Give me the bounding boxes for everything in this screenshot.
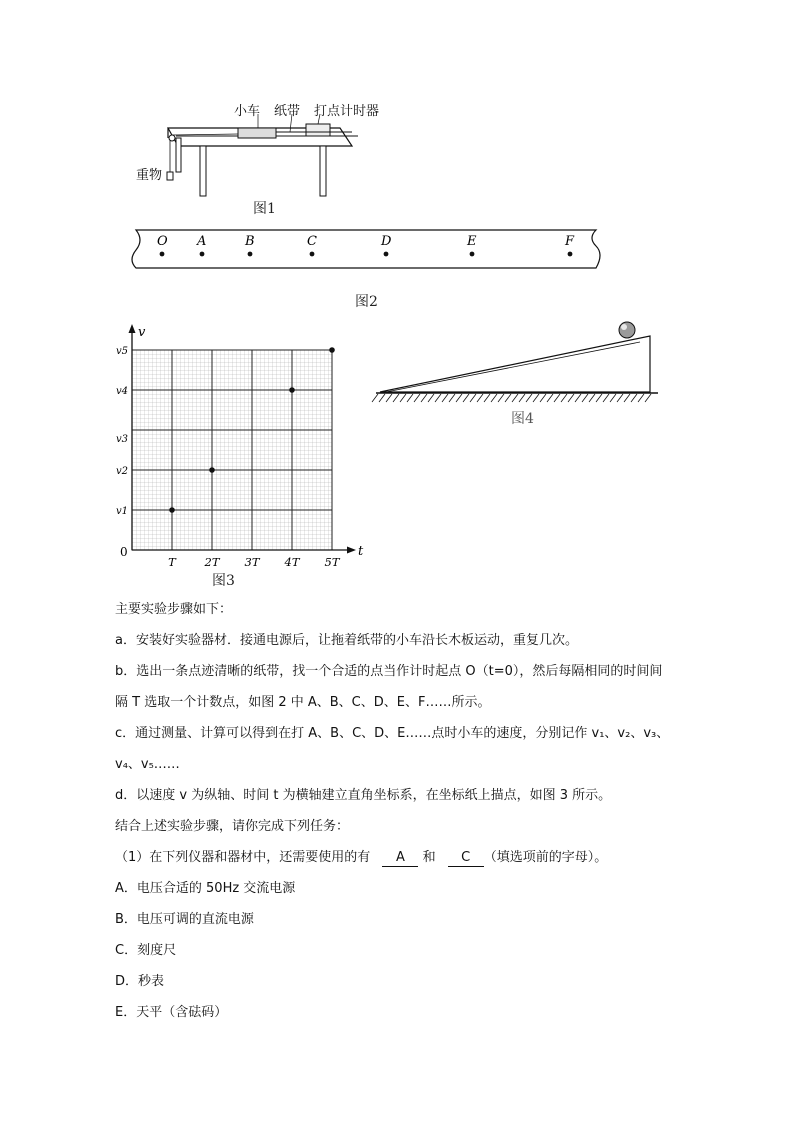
hatch-line xyxy=(589,394,595,402)
x-tick-label: 2T xyxy=(204,555,220,569)
figure-4-incline xyxy=(372,316,662,406)
data-point xyxy=(209,467,215,473)
hatch-line xyxy=(491,394,497,402)
option-d: D．秒表 xyxy=(115,974,165,989)
hatch-line xyxy=(512,394,518,402)
x-tick-label: 3T xyxy=(244,555,260,569)
table-leg xyxy=(320,146,326,196)
intro-line: 主要实验步骤如下： xyxy=(115,602,233,617)
table-leg xyxy=(176,138,181,172)
hatch-line xyxy=(428,394,434,402)
ball xyxy=(619,322,635,338)
hatch-line xyxy=(463,394,469,402)
step-c-line-1: c．通过测量、计算可以得到在打 A、B、C、D、E……点时小车的速度，分别记作 v₁、v₂、v₃、 xyxy=(115,726,670,741)
q1-answer-blank-1: A xyxy=(382,850,418,867)
origin-label: 0 xyxy=(120,545,128,559)
task-intro: 结合上述实验步骤，请你完成下列任务： xyxy=(115,819,350,834)
figure-2-caption: 图2 xyxy=(355,294,378,310)
tape-dot-e xyxy=(470,252,475,257)
hatch-line xyxy=(414,394,420,402)
hatch-line xyxy=(484,394,490,402)
hatch-line xyxy=(568,394,574,402)
tape-label-d: D xyxy=(381,234,392,249)
step-b-line-1: b．选出一条点迹清晰的纸带，找一个合适的点当作计时起点 O（t=0），然后每隔相同的时间间 xyxy=(115,664,663,679)
hatch-line xyxy=(582,394,588,402)
option-c: C．刻度尺 xyxy=(115,943,177,958)
hatch-line xyxy=(617,394,623,402)
y-axis-arrow xyxy=(129,324,136,333)
tape-label-e: E xyxy=(467,234,477,249)
step-b-line-2: 隔 T 选取一个计数点，如图 2 中 A、B、C、D、E、F……所示。 xyxy=(115,695,491,710)
tape-label-b: B xyxy=(245,234,255,249)
chart-grid xyxy=(132,350,332,550)
hatch-line xyxy=(372,394,378,402)
step-d: d．以速度 v 为纵轴、时间 t 为横轴建立直角坐标系，在坐标纸上描点，如图 3 所示。 xyxy=(115,788,612,803)
data-point xyxy=(329,347,335,353)
hatch-line xyxy=(470,394,476,402)
hatch-line xyxy=(421,394,427,402)
figure-3-caption: 图3 xyxy=(212,573,235,589)
hatch-line xyxy=(456,394,462,402)
question-1 xyxy=(115,842,715,873)
hatch-line xyxy=(498,394,504,402)
data-point xyxy=(169,507,175,513)
hatch-line xyxy=(603,394,609,402)
hatch-line xyxy=(533,394,539,402)
x-tick-label: T xyxy=(168,555,176,569)
figure-4-caption: 图4 xyxy=(511,411,534,427)
q1-mid: 和 xyxy=(422,850,436,865)
hatch-line xyxy=(575,394,581,402)
hatch-line xyxy=(540,394,546,402)
option-b: B．电压可调的直流电源 xyxy=(115,912,254,927)
hatch-line xyxy=(645,394,651,402)
hatch-line xyxy=(435,394,441,402)
question-text xyxy=(115,594,715,1028)
q1-prefix: （1）在下列仪器和器材中，还需要使用的有 xyxy=(115,850,371,865)
hatch-line xyxy=(554,394,560,402)
x-axis-label: t xyxy=(358,544,364,559)
tape-label-f: F xyxy=(565,234,575,249)
timer xyxy=(306,124,330,136)
weight xyxy=(167,172,173,180)
hatch-line xyxy=(386,394,392,402)
hatch-line xyxy=(561,394,567,402)
tape-label-a: A xyxy=(197,234,207,249)
tape-dot-f xyxy=(568,252,573,257)
tape-dot-o xyxy=(160,252,165,257)
label-tape: 纸带 xyxy=(274,104,301,119)
tape-dot-a xyxy=(200,252,205,257)
hatch-line xyxy=(393,394,399,402)
hatch-line xyxy=(638,394,644,402)
q1-suffix: （填选项前的字母）。 xyxy=(483,850,608,865)
hatch-line xyxy=(442,394,448,402)
hatch-line xyxy=(596,394,602,402)
tape-label-o: O xyxy=(157,234,168,249)
option-a: A．电压合适的 50Hz 交流电源 xyxy=(115,881,296,896)
label-car: 小车 xyxy=(234,104,261,119)
x-axis-arrow xyxy=(347,547,356,554)
label-weight: 重物 xyxy=(136,168,163,183)
tape-dot-d xyxy=(384,252,389,257)
y-axis-label: v xyxy=(138,325,146,340)
car xyxy=(238,128,276,138)
hatch-line xyxy=(505,394,511,402)
hatch-line xyxy=(449,394,455,402)
grid-fine xyxy=(132,350,332,550)
hatch-line xyxy=(519,394,525,402)
x-tick-label: 4T xyxy=(284,555,300,569)
ground-hatching xyxy=(372,394,651,402)
tape-dot-c xyxy=(310,252,315,257)
figure-3-vt-chart xyxy=(112,322,362,570)
tape-label-c: C xyxy=(307,234,317,249)
hatch-line xyxy=(631,394,637,402)
option-e: E．天平（含砝码） xyxy=(115,1005,228,1020)
hatch-line xyxy=(624,394,630,402)
hatch-line xyxy=(400,394,406,402)
incline xyxy=(380,336,650,392)
hatch-line xyxy=(407,394,413,402)
label-timer: 打点计时器 xyxy=(314,104,380,119)
hatch-line xyxy=(526,394,532,402)
figure-2-tape xyxy=(126,224,604,272)
y-tick-label: v1 xyxy=(115,506,128,517)
q1-answer-blank-2: C xyxy=(448,850,484,867)
y-tick-label: v2 xyxy=(115,466,128,477)
hatch-line xyxy=(477,394,483,402)
step-a: a．安装好实验器材．接通电源后，让拖着纸带的小车沿长木板运动，重复几次。 xyxy=(115,633,578,648)
tape-dot-b xyxy=(248,252,253,257)
x-tick-label: 5T xyxy=(324,555,340,569)
data-point xyxy=(289,387,295,393)
hatch-line xyxy=(379,394,385,402)
y-tick-label: v3 xyxy=(115,434,128,445)
hatch-line xyxy=(610,394,616,402)
table-leg xyxy=(200,146,206,196)
figure-1-caption: 图1 xyxy=(253,201,276,217)
hatch-line xyxy=(547,394,553,402)
y-tick-label: v4 xyxy=(115,386,128,397)
y-tick-label: v5 xyxy=(115,346,128,357)
step-c-line-2: v₄、v₅…… xyxy=(115,757,180,772)
ball-highlight xyxy=(621,324,627,330)
